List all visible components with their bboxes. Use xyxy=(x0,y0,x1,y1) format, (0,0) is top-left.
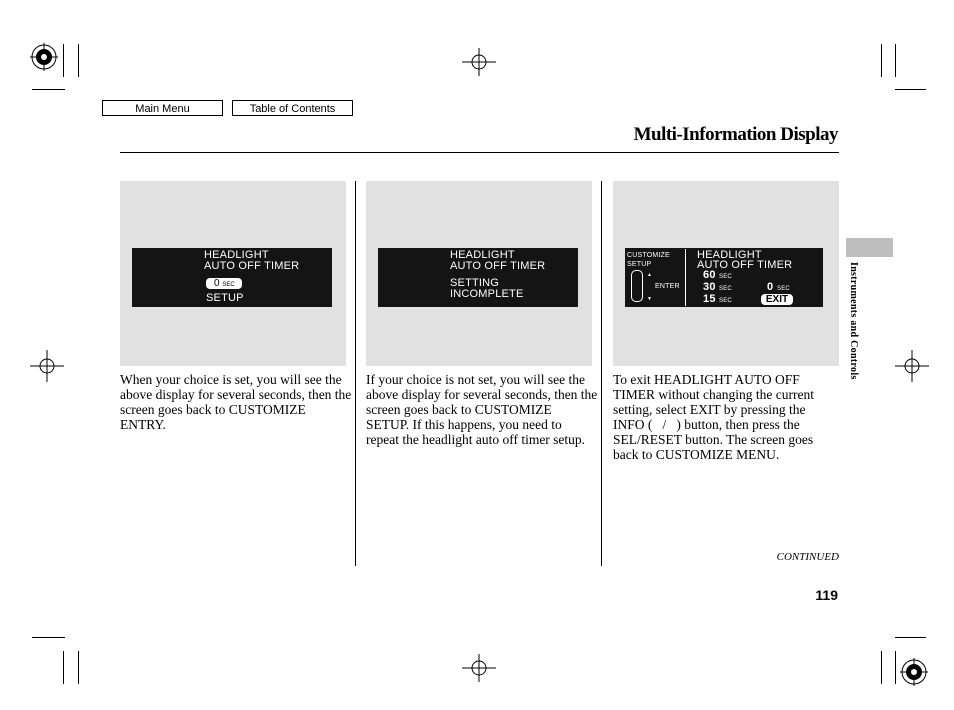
screen-divider xyxy=(685,249,686,306)
screen-title-2: AUTO OFF TIMER xyxy=(697,259,793,271)
option-60-unit: SEC xyxy=(719,274,732,280)
crosshair-right xyxy=(895,350,929,382)
crosshair-bottom-center xyxy=(462,654,496,682)
body-text-column-1: When your choice is set, you will see the above display for several seconds, then the screen goes back to CUSTOMIZE ENTRY. xyxy=(120,372,352,432)
screen-left-line-2: SETUP xyxy=(627,261,652,268)
timer-value-box xyxy=(206,278,242,289)
title-rule xyxy=(120,152,839,153)
table-of-contents-button[interactable]: Table of Contents xyxy=(232,100,353,116)
continued-label: CONTINUED xyxy=(776,551,839,563)
screen-line-2: AUTO OFF TIMER xyxy=(204,260,300,272)
column-divider-1 xyxy=(355,181,356,566)
up-arrow-icon: ▲ xyxy=(647,272,653,278)
screen-line-3: SETTING xyxy=(450,277,500,289)
crosshair-left xyxy=(30,350,64,382)
section-tab-marker xyxy=(846,238,893,257)
mid-screen-1 xyxy=(132,248,332,307)
option-30-unit: SEC xyxy=(719,286,732,292)
body-text-column-3: To exit HEADLIGHT AUTO OFF TIMER without changing the current setting, select EXIT by pressing the INFO ( / ) button, then press the SEL/RESET button. The screen goes back to CUSTOMIZE MENU. xyxy=(613,372,814,462)
column-divider-2 xyxy=(601,181,602,566)
page-number: 119 xyxy=(815,587,838,603)
screen-line-1: HEADLIGHT xyxy=(450,249,515,261)
section-tab-label: Instruments and Controls xyxy=(848,262,859,380)
page-title: Multi-Information Display xyxy=(633,124,838,145)
option-30: 30 xyxy=(703,281,716,293)
option-15: 15 xyxy=(703,293,716,305)
registration-mark-top-left xyxy=(30,43,58,71)
timer-value: 0 xyxy=(214,278,220,289)
down-arrow-icon: ▼ xyxy=(647,296,653,302)
crosshair-top-center xyxy=(462,48,496,76)
registration-mark-bottom-right xyxy=(900,658,928,686)
screen-line-2: AUTO OFF TIMER xyxy=(450,260,546,272)
screen-line-1: HEADLIGHT xyxy=(204,249,269,261)
main-menu-button[interactable]: Main Menu xyxy=(102,100,223,116)
timer-unit: SEC xyxy=(222,282,235,288)
option-0-unit: SEC xyxy=(777,286,790,292)
option-60: 60 xyxy=(703,269,716,281)
screen-title-1: HEADLIGHT xyxy=(697,249,762,261)
display-illustration-1 xyxy=(120,181,346,366)
scroll-indicator-icon xyxy=(631,270,643,302)
mid-screen-2 xyxy=(378,248,578,307)
option-0: 0 xyxy=(767,281,774,293)
display-illustration-3 xyxy=(613,181,839,366)
screen-footer: SETUP xyxy=(206,292,244,304)
enter-label: ENTER xyxy=(655,283,680,290)
screen-line-4: INCOMPLETE xyxy=(450,288,524,300)
option-15-unit: SEC xyxy=(719,298,732,304)
body-text-column-2: If your choice is not set, you will see the above display for several seconds, then the screen goes back to CUSTOMIZE SETUP. If this happens, you need to repeat the headlight auto off timer setup. xyxy=(366,372,598,447)
screen-left-line-1: CUSTOMIZE xyxy=(627,252,670,259)
display-illustration-2 xyxy=(366,181,592,366)
mid-screen-3 xyxy=(625,248,823,307)
exit-option: EXIT xyxy=(761,294,793,305)
